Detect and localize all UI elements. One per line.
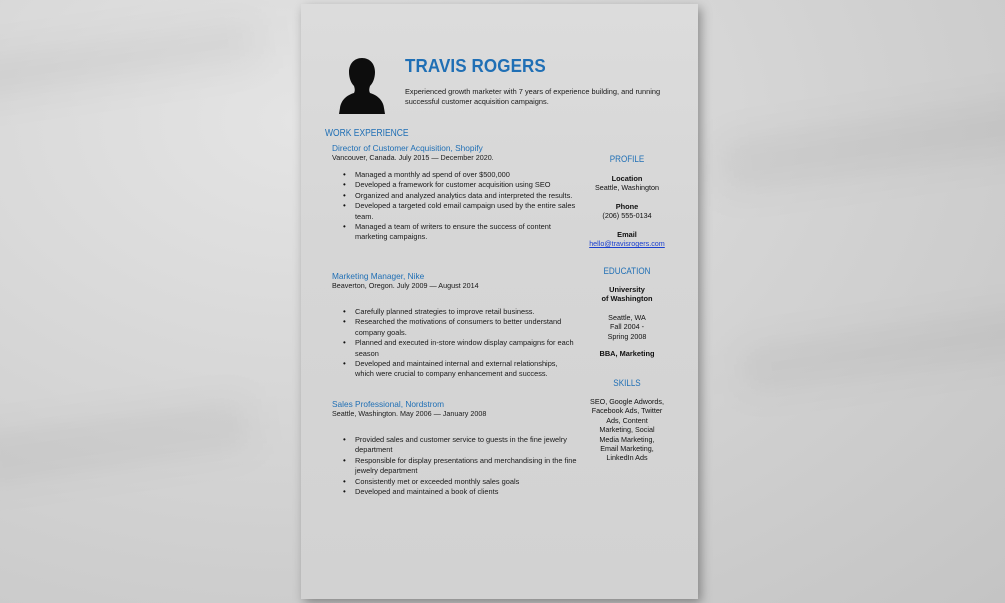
job-bullet: • Responsible for display presentations and merchandising in the fine jewelry department <box>355 456 577 477</box>
profile-section <box>579 154 675 248</box>
job-bullet: • Researched the motivations of consumers to better understand company goals. <box>355 317 577 338</box>
job-meta: Beaverton, Oregon. July 2009 — August 2014 <box>332 281 479 290</box>
email-link[interactable]: hello@travisrogers.com <box>589 239 665 249</box>
school-city: Seattle, WA <box>608 312 646 322</box>
job-bullet: • Planned and executed in-store window display campaigns for each season <box>355 338 577 359</box>
education-heading: EDUCATION <box>603 266 651 277</box>
phone-label: Phone <box>615 201 639 211</box>
profile-silhouette-icon <box>339 56 385 114</box>
job-bullet: • Developed a targeted cold email campaign used by the entire sales team. <box>355 201 577 222</box>
degree: BBA, Marketing <box>599 349 655 359</box>
work-experience-heading: WORK EXPERIENCE <box>325 128 409 139</box>
education-section <box>579 266 675 358</box>
school-name-line1: University <box>609 285 645 294</box>
resume-summary: Experienced growth marketer with 7 years of experience building, and running successful customer acquisition campaigns. <box>405 87 661 106</box>
job-bullet: • Organized and analyzed analytics data and interpreted the results. <box>355 191 577 201</box>
job-bullet: • Developed and maintained a book of clients <box>355 487 577 497</box>
job-bullet: • Managed a team of writers to ensure the success of content marketing campaigns. <box>355 222 577 243</box>
job-bullet: • Carefully planned strategies to improve retail business. <box>355 307 577 317</box>
job-title: Sales Professional, Nordstrom <box>332 399 445 409</box>
job-meta: Vancouver, Canada. July 2015 — December 2020. <box>332 153 494 162</box>
job-bullets <box>355 307 577 380</box>
school-term-line2: Spring 2008 <box>607 331 647 341</box>
job-meta: Seattle, Washington. May 2006 — January 2008 <box>332 409 487 418</box>
school-term-line1: Fall 2004 - <box>610 322 644 332</box>
resume-page <box>301 4 698 599</box>
school-name-line2: of Washington <box>601 294 653 304</box>
job-bullets <box>355 435 577 497</box>
phone-value: (206) 555-0134 <box>602 211 652 221</box>
resume-name: TRAVIS ROGERS <box>405 55 546 76</box>
skills-line: Media Marketing, <box>599 434 655 444</box>
skills-line: LinkedIn Ads <box>606 453 648 463</box>
job-title: Marketing Manager, Nike <box>332 271 425 281</box>
location-value: Seattle, Washington <box>594 183 660 193</box>
skills-line: Email Marketing, <box>600 444 654 454</box>
job-bullet: • Developed and maintained internal and external relationships, which were crucial to company enhancement and success. <box>355 359 577 380</box>
profile-heading: PROFILE <box>609 154 645 165</box>
skills-section <box>579 378 675 463</box>
job-bullets <box>355 170 577 243</box>
skills-heading: SKILLS <box>613 378 641 389</box>
job-bullet: • Managed a monthly ad spend of over $500,000 <box>355 170 577 180</box>
email-label: Email <box>617 229 637 239</box>
location-label: Location <box>611 174 643 183</box>
job-title: Director of Customer Acquisition, Shopify <box>332 143 483 153</box>
job-bullet: • Consistently met or exceeded monthly sales goals <box>355 477 577 487</box>
skills-line: Ads, Content <box>606 415 648 425</box>
job-bullet: • Developed a framework for customer acquisition using SEO <box>355 180 577 190</box>
skills-line: Marketing, Social <box>599 425 655 435</box>
skills-line: Facebook Ads, Twitter <box>591 406 663 416</box>
job-bullet: • Provided sales and customer service to guests in the fine jewelry department <box>355 435 577 456</box>
skills-line: SEO, Google Adwords, <box>590 397 664 406</box>
